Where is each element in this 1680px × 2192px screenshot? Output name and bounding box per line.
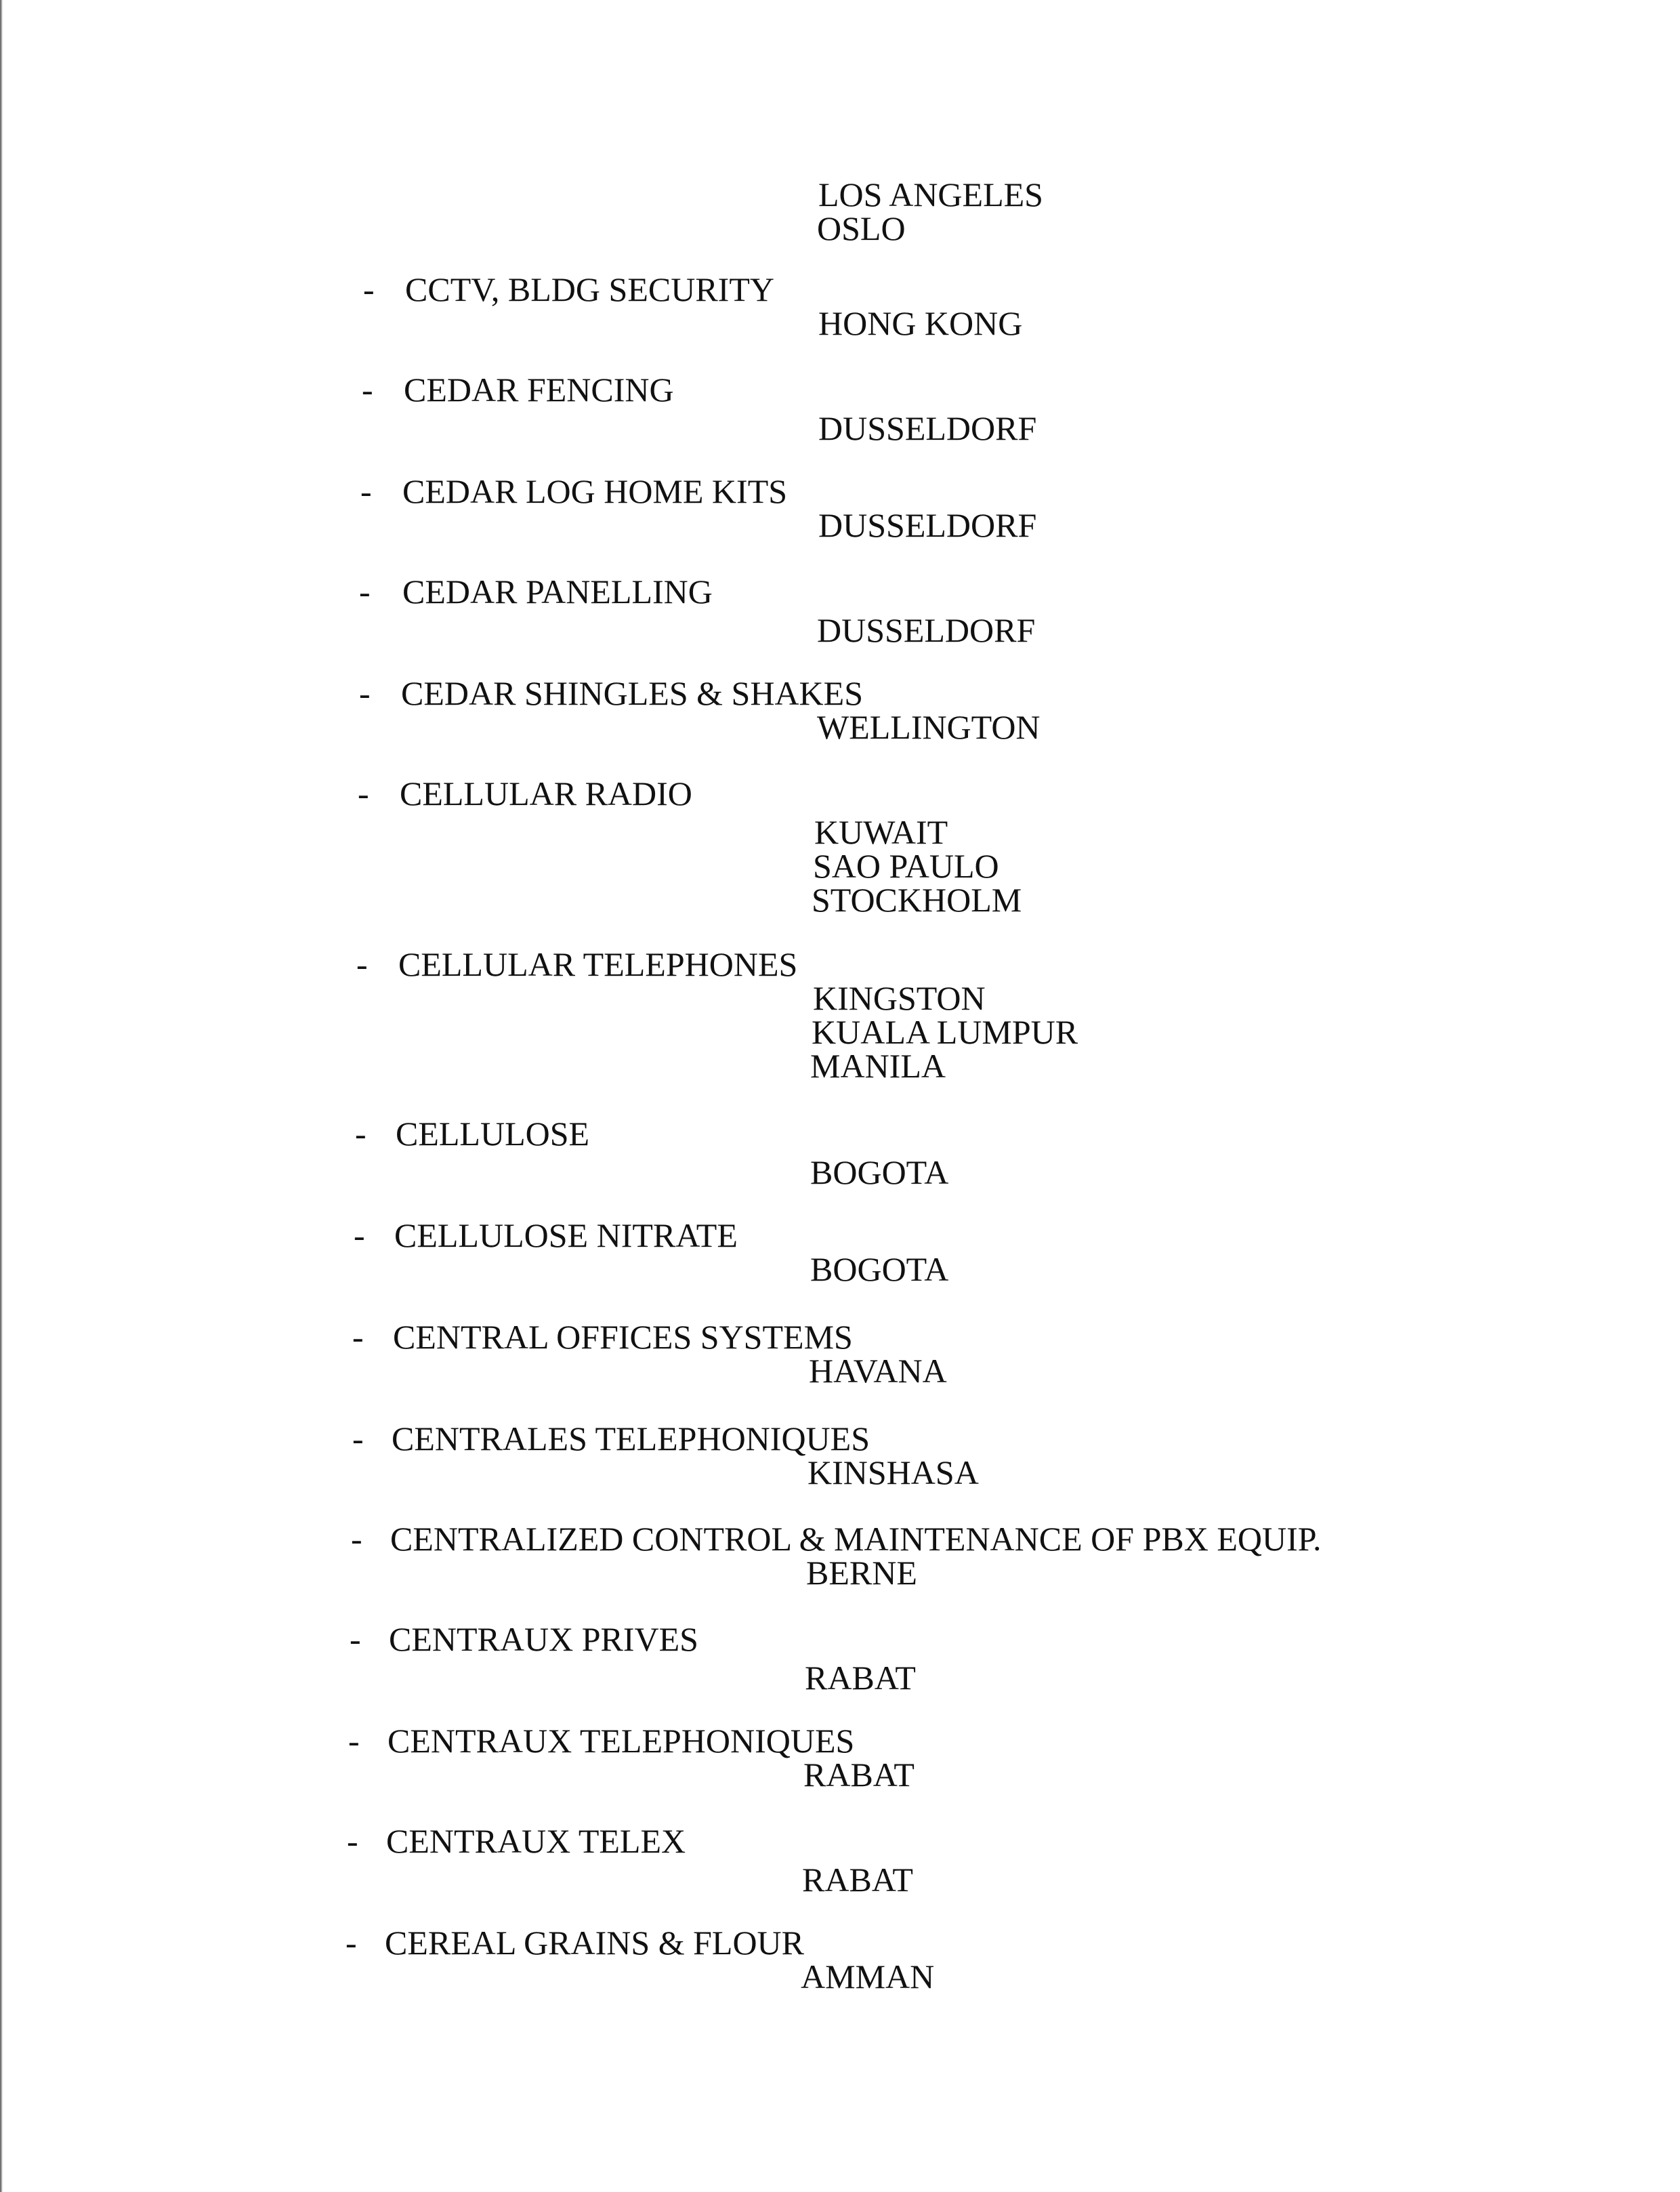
city-name: MANILA [810, 1047, 946, 1085]
index-entry [0, 1115, 1680, 1191]
city-line [0, 508, 1680, 542]
subject-line [0, 774, 1680, 812]
city-line [0, 815, 1680, 849]
subject-line [0, 1218, 1680, 1252]
bullet-dash: - [359, 573, 371, 611]
subject-line [0, 373, 1680, 407]
index-entry [0, 1924, 1680, 1995]
city-line [0, 710, 1680, 744]
city-line [0, 613, 1680, 647]
subject-line [0, 676, 1680, 710]
bullet-dash: - [356, 945, 368, 983]
city-line [0, 1455, 1680, 1489]
index-entry [0, 1722, 1680, 1794]
index-entry [0, 573, 1680, 649]
city-name: BOGOTA [810, 1153, 949, 1191]
subject-heading: CENTRAUX TELEX [386, 1822, 686, 1860]
subject-heading: CEDAR LOG HOME KITS [402, 472, 788, 510]
subject-heading: CEDAR FENCING [404, 371, 674, 409]
subject-heading: CENTRAUX PRIVES [389, 1620, 698, 1658]
city-name: RABAT [803, 1756, 915, 1794]
index-entry [0, 674, 1680, 746]
subject-heading: CEDAR PANELLING [402, 573, 713, 611]
city-line [0, 211, 1680, 245]
bullet-dash: - [355, 1115, 366, 1153]
index-entry [0, 270, 1680, 342]
city-name: LOS ANGELES [818, 175, 1043, 213]
city-name: BERNE [806, 1554, 917, 1592]
city-name: BOGOTA [810, 1250, 949, 1288]
index-entry [0, 1822, 1680, 1899]
index-entry [0, 472, 1680, 544]
bullet-dash: - [359, 674, 371, 712]
city-name: KINGSTON [813, 979, 986, 1017]
city-line [0, 849, 1680, 883]
bullet-dash: - [345, 1924, 357, 1962]
subject-heading: CELLULOSE NITRATE [394, 1216, 738, 1254]
city-name: WELLINGTON [817, 708, 1041, 746]
city-line [0, 1252, 1680, 1286]
subject-line [0, 1522, 1680, 1556]
subject-heading: CEDAR SHINGLES & SHAKES [401, 674, 864, 712]
bullet-dash: - [363, 270, 375, 308]
subject-line [0, 1824, 1680, 1858]
bullet-dash: - [350, 1620, 361, 1658]
index-entry [0, 1520, 1680, 1592]
city-line [0, 175, 1680, 213]
city-name: KUWAIT [814, 813, 948, 851]
subject-line [0, 474, 1680, 508]
city-name: HONG KONG [818, 304, 1023, 342]
subject-line [0, 1117, 1680, 1151]
subject-line [0, 573, 1680, 611]
city-line [0, 1049, 1680, 1083]
index-entry [0, 371, 1680, 447]
subject-heading: CENTRALIZED CONTROL & MAINTENANCE OF PBX EQUIP. [390, 1520, 1322, 1558]
city-name: KINSHASA [807, 1453, 979, 1491]
city-line [0, 306, 1680, 340]
city-line [0, 1863, 1680, 1897]
city-name: RABAT [802, 1861, 913, 1899]
bullet-dash: - [358, 774, 369, 812]
index-entry [0, 1620, 1680, 1697]
city-name: STOCKHOLM [812, 881, 1022, 919]
city-line [0, 1015, 1680, 1049]
subject-heading: CELLULOSE [396, 1115, 590, 1153]
bullet-dash: - [351, 1520, 362, 1558]
index-entry [0, 1420, 1680, 1491]
bullet-dash: - [362, 371, 373, 409]
subject-line [0, 1926, 1680, 1960]
city-name: OSLO [817, 209, 906, 247]
subject-heading: CCTV, BLDG SECURITY [405, 270, 774, 308]
index-entry [0, 1318, 1680, 1390]
subject-line [0, 947, 1680, 981]
subject-heading: CEREAL GRAINS & FLOUR [385, 1924, 805, 1962]
city-name: DUSSELDORF [817, 611, 1036, 649]
city-line [0, 1556, 1680, 1590]
index-entry [0, 945, 1680, 1085]
subject-line [0, 1320, 1680, 1354]
city-line [0, 1960, 1680, 1993]
index-entry [0, 774, 1680, 919]
city-line [0, 1354, 1680, 1388]
bullet-dash: - [352, 1420, 364, 1457]
city-name: KUALA LUMPUR [812, 1013, 1078, 1051]
subject-line [0, 272, 1680, 306]
city-line [0, 883, 1680, 917]
subject-heading: CENTRAL OFFICES SYSTEMS [393, 1318, 853, 1356]
bullet-dash: - [348, 1722, 360, 1760]
city-line [0, 981, 1680, 1015]
city-name: HAVANA [809, 1352, 947, 1390]
city-line [0, 411, 1680, 445]
subject-line [0, 1724, 1680, 1758]
bullet-dash: - [347, 1822, 358, 1860]
subject-line [0, 1622, 1680, 1656]
city-name: RABAT [805, 1659, 916, 1697]
subject-line [0, 1422, 1680, 1455]
city-name: DUSSELDORF [818, 506, 1037, 544]
city-name: SAO PAULO [813, 847, 999, 885]
subject-heading: CELLULAR RADIO [400, 774, 692, 812]
bullet-dash: - [352, 1318, 364, 1356]
subject-heading: CELLULAR TELEPHONES [398, 945, 798, 983]
index-entry [0, 1216, 1680, 1288]
subject-heading: CENTRAUX TELEPHONIQUES [387, 1722, 855, 1760]
city-line [0, 1758, 1680, 1792]
city-name: AMMAN [801, 1958, 935, 1995]
city-name: DUSSELDORF [818, 409, 1037, 447]
city-line [0, 1661, 1680, 1695]
bullet-dash: - [354, 1216, 365, 1254]
subject-heading: CENTRALES TELEPHONIQUES [392, 1420, 870, 1457]
city-line [0, 1155, 1680, 1189]
bullet-dash: - [360, 472, 372, 510]
